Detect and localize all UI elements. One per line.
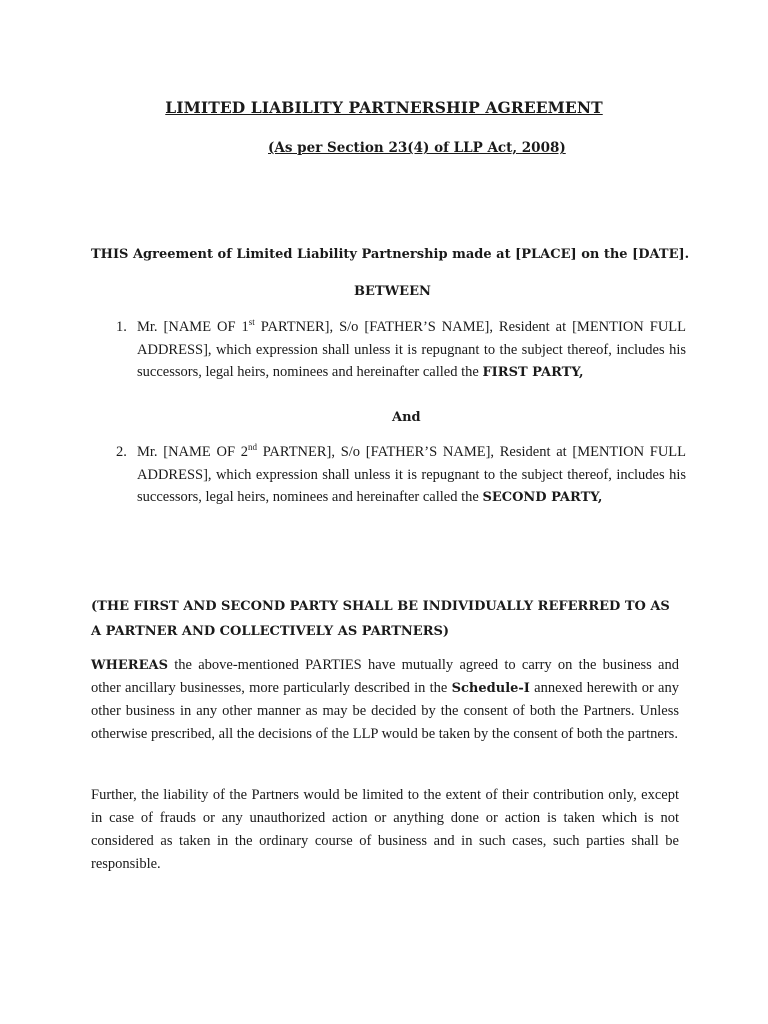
party-1-text: PARTNER], S/o [FATHER’S NAME], Resident at [MENTION FULL ADDRESS], which expression shall unless it is repugnant to the subject thereof, includes his successors, legal heirs, nominees and hereinafter called the (137, 319, 687, 380)
document-subtitle: (As per Section 23(4) of LLP Act, 2008) (268, 140, 566, 156)
party-1-sup: st (248, 317, 255, 328)
party-1-clause (116, 316, 686, 385)
and-separator: And (392, 410, 421, 425)
party-1-body (137, 316, 686, 385)
party-2-body (137, 441, 686, 510)
party-2-sup: nd (247, 442, 257, 453)
party-1-number: 1. (116, 319, 127, 335)
whereas-text-2: annexed herewith or any other business in any other manner as may be decided by the consent of both the Partners. Unless otherwise prescribed, all the decisions of the LLP would be taken by the consent of both the partners. (91, 680, 679, 742)
intro-line (91, 247, 689, 262)
party-2-label: SECOND PARTY (482, 490, 598, 505)
intro-text: Agreement of Limited Liability Partnership made at [PLACE] on the [DATE]. (128, 247, 690, 262)
party-2-number: 2. (116, 444, 127, 460)
document-title: LIMITED LIABILITY PARTNERSHIP AGREEMENT (165, 98, 603, 117)
whereas-paragraph (91, 654, 679, 746)
liability-paragraph: Further, the liability of the Partners would be limited to the extent of their contribution only, except in case of frauds or any unauthorized action or anything done or action is taken which is not considered as taken in the ordinary course of business and in such cases, such parties shall be responsible. (91, 787, 679, 872)
party-1-label: FIRST PARTY (482, 365, 579, 380)
intro-bold-word: THIS (91, 247, 129, 262)
whereas-text-1: the above-mentioned PARTIES have mutually agreed to carry on the business and other ancillary businesses, more particularly described in the (91, 657, 679, 696)
party-2-prefix: Mr. [NAME OF 2 (137, 444, 248, 460)
between-heading: BETWEEN (354, 284, 431, 299)
party-1-suffix: , (578, 365, 584, 380)
party-1-prefix: Mr. [NAME OF 1 (137, 319, 249, 335)
partners-definition-heading: (THE FIRST AND SECOND PARTY SHALL BE INDIVIDUALLY REFERRED TO AS A PARTNER AND COLLECTIVELY AS PARTNERS) (91, 599, 670, 639)
party-2-clause (116, 441, 686, 510)
party-2-suffix: , (597, 490, 603, 505)
whereas-bold-word: WHEREAS (91, 658, 168, 673)
schedule-reference: Schedule-I (451, 681, 530, 696)
party-2-text: PARTNER], S/o [FATHER’S NAME], Resident at [MENTION FULL ADDRESS], which expression shall unless it is repugnant to the subject thereof, includes his successors, legal heirs, nominees and hereinafter called the (137, 444, 687, 505)
